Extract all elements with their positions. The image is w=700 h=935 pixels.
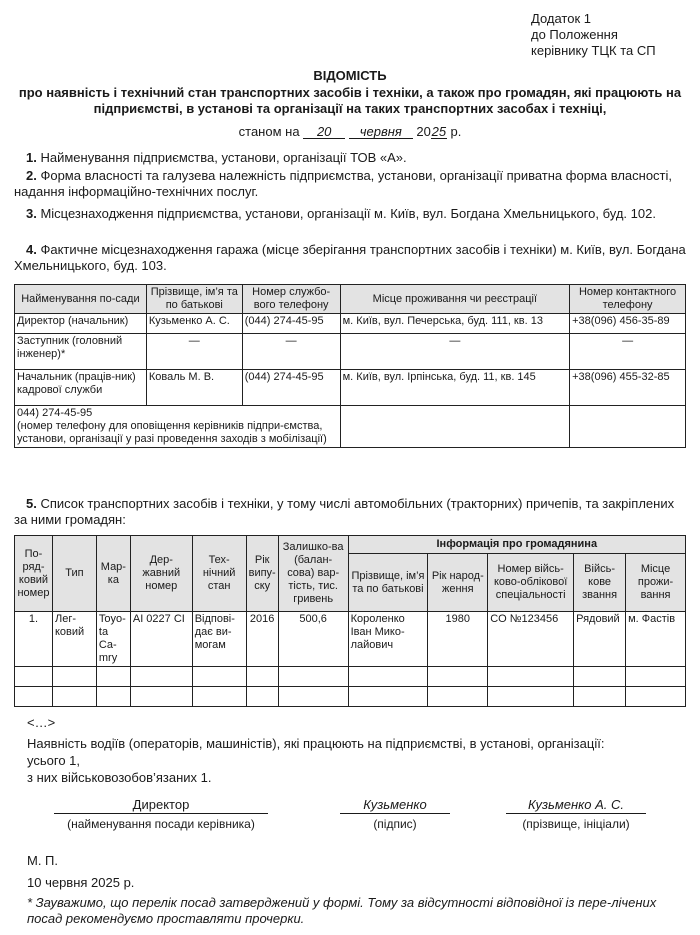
table-cell: м. Київ, вул. Ірпінська, буд. 11, кв. 145 — [340, 370, 570, 406]
document-date: 10 червня 2025 р. — [27, 875, 135, 890]
signature-value: Кузьменко А. С. — [506, 797, 646, 814]
table-cell: — — [242, 334, 340, 370]
addendum-line: керівнику ТЦК та СП — [531, 43, 656, 58]
table-row — [15, 612, 686, 667]
column-header: Мар-ка — [96, 536, 130, 612]
table-cell: Директор (начальник) — [15, 314, 147, 334]
section-2 — [14, 168, 686, 200]
group-header: Інформація про громадянина — [348, 536, 685, 554]
signature-position — [54, 797, 268, 832]
signature-value: Директор — [54, 797, 268, 814]
notify-phone: 044) 274-45-95 — [17, 407, 93, 419]
column-header: Залишко-ва (балан-сова) вар-тість, тис. гривень — [278, 536, 348, 612]
notify-phone-row — [15, 406, 686, 448]
section-1 — [14, 150, 686, 166]
section-text: Список транспортних засобів і техніки, у тому числі автомобільних (тракторних) причепів, та закріплених за ними громадян: — [14, 496, 675, 527]
notify-caption: (номер телефону для оповіщення керівників підпри-ємства, установи, організації у разі проведення заходів з мобілізації) — [17, 420, 327, 445]
table-cell: Кузьменко А. С. — [146, 314, 242, 334]
column-header: Дер-жавний номер — [130, 536, 192, 612]
table-cell: Рядовий — [574, 612, 626, 667]
section-number: 4. — [26, 242, 37, 257]
column-header: Номер службо-вого телефону — [242, 285, 340, 314]
table-cell: Коваль М. В. — [146, 370, 242, 406]
column-header: Тех-нічний стан — [192, 536, 246, 612]
addendum-block — [531, 11, 691, 59]
drivers-liable: з них військовозобов’язаних 1. — [27, 770, 212, 785]
signature-caption: (найменування посади керівника) — [67, 817, 255, 831]
document-title: ВІДОМІСТЬ — [313, 68, 387, 83]
column-header: Місце проживання чи реєстрації — [340, 285, 570, 314]
table-row — [15, 314, 686, 334]
signature-value: Кузьменко — [340, 797, 450, 814]
notify-phone-cell — [15, 406, 341, 448]
drivers-total: усього 1, — [27, 753, 80, 768]
status-suffix: р. — [450, 124, 462, 139]
section-number: 5. — [26, 496, 37, 511]
table-cell: +38(096) 456-35-89 — [570, 314, 686, 334]
addendum-line: Додаток 1 — [531, 11, 591, 26]
column-header: Найменування по-сади — [15, 285, 147, 314]
table-cell: Короленко Іван Мико-лайович — [348, 612, 428, 667]
document-subtitle: про наявність і технічний стан транспортних засобів і техніки, а також про громадян, які працюють на підприємстві, в установі та організації на таких транспортних засобах і техніці, — [18, 85, 682, 116]
drivers-summary — [27, 735, 687, 786]
column-header: По-ряд-ковий номер — [15, 536, 53, 612]
addendum-line: до Положення — [531, 27, 618, 42]
column-header: Прізвище, ім’я та по батькові — [348, 554, 428, 612]
column-header: Місце прожи-вання — [626, 554, 686, 612]
table-cell: Toyo-ta Ca-mry — [96, 612, 130, 667]
empty-table-row — [15, 667, 686, 687]
table-cell: Заступник (головний інженер)* — [15, 334, 147, 370]
status-date-line — [0, 124, 700, 139]
table-cell: +38(096) 455-32-85 — [570, 370, 686, 406]
table-cell — [340, 406, 570, 448]
section-text: Найменування підприємства, установи, організації ТОВ «А». — [40, 150, 407, 165]
table-cell: CO №123456 — [488, 612, 574, 667]
table-cell: — — [146, 334, 242, 370]
table-cell: 2016 — [246, 612, 278, 667]
management-table — [14, 284, 686, 448]
table-row — [15, 370, 686, 406]
status-month: червня — [349, 125, 413, 139]
section-5 — [14, 496, 686, 528]
table-cell: Начальник (праців-ник) кадрової служби — [15, 370, 147, 406]
footnote: * Зауважимо, що перелік посад затверджений у формі. Тому за відсутності відповідної із пере-лічених посад рекомендуємо проставляти прочерки. — [27, 895, 657, 926]
stamp-place: М. П. — [27, 853, 59, 868]
section-number: 1. — [26, 150, 37, 165]
section-number: 3. — [26, 206, 37, 221]
table-cell: — — [340, 334, 570, 370]
table-row — [15, 334, 686, 370]
table-cell: м. Київ, вул. Печерська, буд. 111, кв. 13 — [340, 314, 570, 334]
table-cell — [570, 406, 686, 448]
column-header: Тип — [52, 536, 96, 612]
signature-sign — [340, 797, 450, 832]
status-prefix: станом на — [238, 124, 300, 139]
section-3 — [14, 206, 686, 222]
column-header: Прізвище, ім’я та по батькові — [146, 285, 242, 314]
section-number: 2. — [26, 168, 37, 183]
column-header: Номер війсь-ково-облікової спеціальності — [488, 554, 574, 612]
column-header: Рік народ-ження — [428, 554, 488, 612]
omission-mark: <…> — [27, 715, 56, 730]
column-header: Війсь-кове звання — [574, 554, 626, 612]
column-header: Номер контактного телефону — [570, 285, 686, 314]
table-cell: (044) 274-45-95 — [242, 314, 340, 334]
drivers-line: Наявність водіїв (операторів, машиністів), які працюють на підприємстві, в установі, організації: — [27, 736, 605, 751]
vehicles-table — [14, 535, 686, 707]
status-day: 20 — [303, 125, 345, 139]
signature-caption: (прізвище, ініціали) — [522, 817, 630, 831]
table-cell: 1. — [15, 612, 53, 667]
column-header: Рік випу-ску — [246, 536, 278, 612]
signature-name — [506, 797, 646, 832]
signature-caption: (підпис) — [373, 817, 417, 831]
status-year-suffix: 25 — [431, 124, 447, 139]
table-cell: м. Фастів — [626, 612, 686, 667]
table-cell: Відпові-дає ви-могам — [192, 612, 246, 667]
table-cell: Лег-ковий — [52, 612, 96, 667]
table-header-row — [15, 536, 686, 554]
status-year-prefix: 20 — [416, 124, 431, 139]
section-text: Форма власності та галузева належність підприємства, установи, організації приватна форма власності, надання інформаційно-технічних послуг. — [14, 168, 672, 199]
section-text: Місцезнаходження підприємства, установи, організації м. Київ, вул. Богдана Хмельницького, буд. 102. — [40, 206, 656, 221]
table-cell: (044) 274-45-95 — [242, 370, 340, 406]
table-cell: AI 0227 CI — [130, 612, 192, 667]
section-4 — [14, 242, 686, 274]
empty-table-row — [15, 687, 686, 707]
table-cell: 1980 — [428, 612, 488, 667]
table-cell: 500,6 — [278, 612, 348, 667]
table-header-row — [15, 285, 686, 314]
section-text: Фактичне місцезнаходження гаража (місце зберігання транспортних засобів і техніки) м. Київ, вул. Богдана Хмельницького, буд. 103. — [14, 242, 686, 273]
table-cell: — — [570, 334, 686, 370]
